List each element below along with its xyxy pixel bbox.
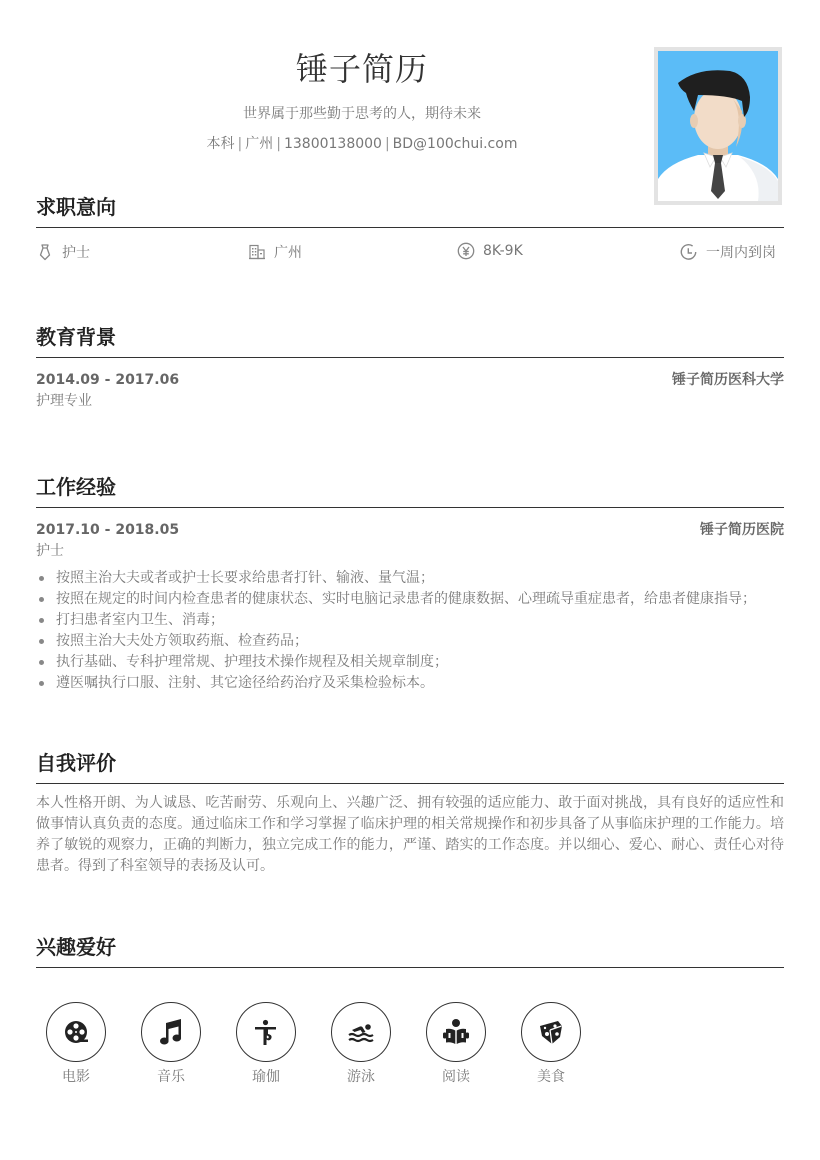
section-title: 工作经验 — [36, 475, 116, 499]
list-item: 按照在规定的时间内检查患者的健康状态、实时电脑记录患者的健康数据、心理疏导重症患者，给患者健康指导； — [36, 589, 784, 610]
contact-line — [0, 134, 724, 154]
hobby-icon-circle — [331, 1002, 391, 1062]
education-major: 护理专业 — [36, 393, 92, 409]
motto: 世界属于那些勤于思考的人，期待未来 — [243, 106, 481, 122]
swimming-icon — [346, 1017, 376, 1047]
yoga-icon — [251, 1017, 281, 1047]
section-divider — [36, 227, 784, 228]
work-position: 护士 — [36, 543, 64, 559]
section-self-evaluation — [36, 749, 784, 877]
contact-phone: 13800138000 — [283, 136, 382, 152]
section-title: 教育背景 — [36, 325, 116, 349]
hobby-icon-circle — [521, 1002, 581, 1062]
hobby-label: 游泳 — [347, 1069, 375, 1085]
contact-email: BD@100chui.com — [392, 136, 518, 152]
hobby-label: 音乐 — [157, 1069, 185, 1085]
section-title: 兴趣爱好 — [36, 935, 116, 959]
work-company: 锤子简历医院 — [700, 522, 784, 538]
intention-position-label: 护士 — [62, 245, 90, 261]
list-item: 按照主治大夫或者或护士长要求给患者打针、输液、量气温； — [36, 568, 784, 589]
list-item: 打扫患者室内卫生、消毒； — [36, 610, 784, 631]
education-entry-header — [36, 370, 784, 390]
resume-header — [0, 46, 724, 154]
hobby-list — [46, 1002, 784, 1086]
section-hobbies — [36, 933, 784, 1086]
intention-availability-label: 一周内到岗 — [706, 245, 776, 261]
profile-photo — [654, 47, 782, 205]
section-education — [36, 323, 784, 412]
section-divider — [36, 507, 784, 508]
intention-city-label: 广州 — [274, 245, 302, 261]
tie-icon — [36, 243, 54, 261]
contact-city: 广州 — [245, 136, 274, 152]
intention-city — [248, 242, 302, 262]
hobby-icon-circle — [236, 1002, 296, 1062]
work-duties-list — [36, 568, 784, 694]
intention-row — [36, 242, 784, 266]
section-intention — [36, 193, 784, 266]
intention-availability — [680, 242, 776, 262]
separator: | — [276, 136, 281, 152]
reading-icon — [441, 1017, 471, 1047]
hobby-reading — [426, 1002, 521, 1086]
self-evaluation-text: 本人性格开朗、为人诚恳、吃苦耐劳、乐观向上、兴趣广泛、拥有较强的适应能力、敢于面对挑战，具有良好的适应性和做事情认真负责的态度。通过临床工作和学习掌握了临床护理的相关常规操作和初步具备了从事临床护理的工作能力。培养了敏锐的观察力，正确的判断力，独立完成工作的能力，严谨、踏实的工作态度。并以细心、爱心、耐心、责任心对待患者。得到了科室领导的表扬及认可。 — [36, 795, 784, 874]
section-title: 求职意向 — [36, 195, 116, 219]
hobby-label: 瑜伽 — [252, 1069, 280, 1085]
food-cheese-icon — [536, 1017, 566, 1047]
intention-salary-label: 8K-9K — [483, 243, 523, 259]
contact-degree: 本科 — [206, 136, 235, 152]
section-work — [36, 473, 784, 694]
hobby-swimming — [331, 1002, 426, 1086]
intention-position — [36, 242, 90, 262]
separator: | — [384, 136, 390, 152]
hobby-food — [521, 1002, 616, 1086]
clock-icon — [680, 243, 698, 261]
list-item: 执行基础、专科护理常规、护理技术操作规程及相关规章制度； — [36, 652, 784, 673]
education-date: 2014.09 - 2017.06 — [36, 372, 180, 388]
avatar-icon — [658, 51, 778, 201]
building-icon — [248, 243, 266, 261]
yen-icon — [457, 242, 475, 260]
music-note-icon — [156, 1017, 186, 1047]
section-title: 自我评价 — [36, 751, 116, 775]
hobby-yoga — [236, 1002, 331, 1086]
section-divider — [36, 783, 784, 784]
hobby-icon-circle — [141, 1002, 201, 1062]
work-entry-header — [36, 520, 784, 540]
section-divider — [36, 357, 784, 358]
intention-salary — [457, 242, 523, 260]
hobby-label: 美食 — [537, 1069, 565, 1085]
list-item: 按照主治大夫处方领取药瓶、检查药品； — [36, 631, 784, 652]
candidate-name: 锤子简历 — [295, 50, 428, 88]
list-item: 遵医嘱执行口服、注射、其它途径给药治疗及采集检验标本。 — [36, 673, 784, 694]
education-school: 锤子简历医科大学 — [672, 372, 784, 388]
hobby-label: 电影 — [62, 1069, 90, 1085]
hobby-icon-circle — [426, 1002, 486, 1062]
hobby-movie — [46, 1002, 141, 1086]
hobby-icon-circle — [46, 1002, 106, 1062]
hobby-label: 阅读 — [442, 1069, 470, 1085]
section-divider — [36, 967, 784, 968]
separator: | — [237, 136, 243, 152]
hobby-music — [141, 1002, 236, 1086]
work-date: 2017.10 - 2018.05 — [36, 522, 180, 538]
film-reel-icon — [61, 1017, 91, 1047]
